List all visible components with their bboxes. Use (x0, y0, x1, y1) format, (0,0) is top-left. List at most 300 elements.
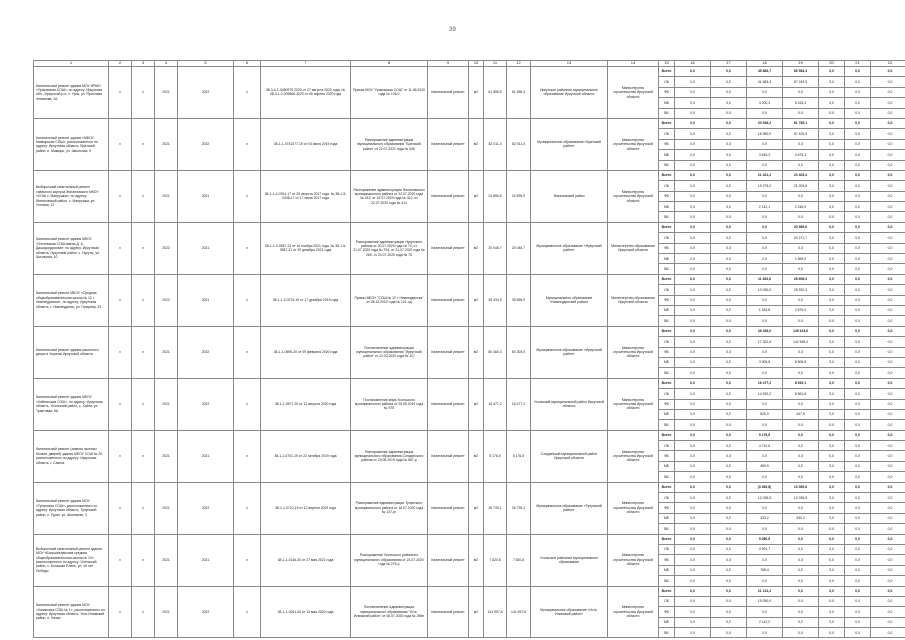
funding-value-cell: 0,0 (845, 347, 871, 357)
code-cell: х (109, 430, 132, 482)
funding-source-cell: МБ (659, 357, 675, 367)
funding-value-cell: 1 333,8 (747, 305, 783, 315)
funding-value-cell: 0,0 (871, 129, 905, 139)
funding-value-cell: 0,0 (819, 233, 845, 243)
funding-value-cell: 0,0 (783, 212, 819, 222)
funding-value-cell: 0,0 (675, 87, 711, 97)
funding-value-cell: 0,0 (711, 67, 747, 77)
funding-source-cell: МБ (659, 617, 675, 627)
funding-value-cell: 0,0 (747, 264, 783, 274)
object-name-cell: Капитальный ремонт здания МОУ ИРМО «Уриковская СОШ», по адресу: Иркутская обл., Иркутский р-н, с. Урик, ул. Ярослава Чемякова, 2А (34, 67, 109, 119)
funding-value-cell: 5 163,4 (783, 98, 819, 108)
funding-value-cell: 0,0 (819, 316, 845, 326)
funding-source-cell: ФБ (659, 191, 675, 201)
funding-value-cell: 0,0 (819, 420, 845, 430)
funding-value-cell: 10 030,0 (747, 285, 783, 295)
customer-cell: Министерство строительства Иркутской области (608, 482, 659, 534)
funding-value-cell: 0,0 (675, 191, 711, 201)
object-row (34, 378, 905, 388)
funding-value-cell: 0,0 (871, 493, 905, 503)
code-cell: х (132, 170, 155, 222)
funding-value-cell: 0,0 (845, 264, 871, 274)
funding-value-cell: 0,0 (871, 461, 905, 471)
funding-value-cell: 0,0 (783, 596, 819, 606)
funding-value-cell: 0,0 (845, 108, 871, 118)
capacity-cell: 5 176,5 (484, 430, 507, 482)
document-cell: Распоряжение администрации Жигаловского муниципального района от 22.07.2020 года № 413, от 22.07.2020 года № 412, от 22.07.2020 года № 414 (351, 170, 428, 222)
code-cell: х (234, 118, 261, 170)
funding-value-cell: 0,0 (711, 534, 747, 544)
unit-cell: м2 (469, 67, 484, 119)
funding-value-cell: 0,0 (783, 264, 819, 274)
funding-value-cell: 0,0 (711, 222, 747, 232)
funding-value-cell: 0,0 (819, 596, 845, 606)
object-name-cell: Капитальный ремонт здания МОУ «Тулунская СОШ», расположенного по адресу: Иркутская область, Тулунский район, с. Гуран, ул. Школьная, 3 (34, 482, 109, 534)
funding-value-cell: 0,0 (783, 544, 819, 554)
funding-value-cell: 0,0 (711, 264, 747, 274)
funding-value-cell: 0,0 (747, 139, 783, 149)
funding-value-cell: 0,0 (711, 77, 747, 87)
cost-cell: 20 046,7 (507, 222, 531, 274)
page-number: 39 (449, 27, 456, 33)
expertise-cell: 38-1-1-0677-20 от 12 августа 2020 года (261, 378, 351, 430)
funding-value-cell: 0,0 (871, 409, 905, 419)
funding-value-cell: 13 369,8 (783, 482, 819, 492)
funding-value-cell: 0,0 (819, 77, 845, 87)
funding-source-cell: МБ (659, 513, 675, 523)
funding-value-cell: 0,0 (819, 357, 845, 367)
funding-source-cell: МБ (659, 461, 675, 471)
funding-value-cell: 149 424,6 (783, 326, 819, 336)
funding-value-cell: 0,0 (783, 441, 819, 451)
funding-value-cell: 0,0 (747, 254, 783, 264)
funding-value-cell: 0,0 (845, 202, 871, 212)
funding-value-cell: 0,0 (845, 150, 871, 160)
funding-source-cell: ОБ (659, 129, 675, 139)
funding-source-cell: ОБ (659, 389, 675, 399)
funding-value-cell: 0,0 (845, 160, 871, 170)
funding-value-cell: 0,0 (675, 181, 711, 191)
code-cell: х (109, 534, 132, 586)
object-row (34, 67, 905, 77)
funding-value-cell: 8 961,8 (783, 389, 819, 399)
funding-value-cell: 0,0 (819, 202, 845, 212)
customer-cell: Министерство строительства Иркутской области (608, 67, 659, 119)
funding-value-cell: 0,0 (783, 368, 819, 378)
object-name-cell: Капитальный ремонт МБОУ «Средняя общеобразовательная школа № 12 г. Нижнеудинска», по адресу: Иркутская область, г. Нижнеудинск, ул. Гагарина, 23 (34, 274, 109, 326)
document-cell: Постановление мэра Усольского муниципального района от 25.05.2019 года № 975 (351, 378, 428, 430)
funding-value-cell: 0,0 (711, 202, 747, 212)
column-number: 3 (132, 61, 155, 67)
funding-value-cell: 21 421,2 (747, 170, 783, 180)
funding-value-cell: 0,0 (711, 441, 747, 451)
funding-value-cell: 0,0 (783, 576, 819, 586)
work-type-cell: Капитальный ремонт (428, 534, 469, 586)
funding-value-cell: 0,0 (871, 254, 905, 264)
code-cell: х (132, 118, 155, 170)
funding-value-cell: 0,0 (711, 617, 747, 627)
funding-value-cell: 0,0 (819, 628, 845, 638)
capacity-cell: 141 997,6 (484, 586, 507, 638)
funding-value-cell: 0,0 (871, 212, 905, 222)
funding-value-cell: 0,0 (871, 243, 905, 253)
funding-source-cell: ОБ (659, 77, 675, 87)
funding-value-cell: 0,0 (845, 118, 871, 128)
funding-value-cell: 0,0 (747, 628, 783, 638)
funding-value-cell: 12 035,5 (783, 493, 819, 503)
expertise-cell: 38-1-1-4-0764-17 от 29 августа 2017 года, № 38-1-5-0336-17 от 17 июля 2017 года (261, 170, 351, 222)
code-cell: х (132, 586, 155, 638)
funding-value-cell: 0,0 (845, 139, 871, 149)
funding-value-cell: 0,0 (819, 139, 845, 149)
funding-value-cell: 0,0 (845, 98, 871, 108)
funding-value-cell: 0,0 (819, 368, 845, 378)
work-type-cell: Капитальный ремонт (428, 430, 469, 482)
column-number: 2 (109, 61, 132, 67)
funding-value-cell: 2 112,2 (747, 617, 783, 627)
funding-value-cell: 0,0 (871, 181, 905, 191)
capacity-cell: 24 696,6 (484, 170, 507, 222)
document-cell: Приказ МОУ "Уриковская СОШ" от 11.06.2020 года № 109-0 (351, 67, 428, 119)
column-number: 18 (747, 61, 783, 67)
funding-value-cell: 0,0 (845, 212, 871, 222)
work-type-cell: Капитальный ремонт (428, 118, 469, 170)
funding-value-cell: 0,0 (711, 544, 747, 554)
funding-value-cell: 0,0 (747, 191, 783, 201)
funding-value-cell: 0,0 (819, 243, 845, 253)
funding-value-cell: 0,0 (783, 607, 819, 617)
funding-value-cell: 0,0 (845, 430, 871, 440)
funding-source-cell: МБ (659, 409, 675, 419)
funding-value-cell: 0,0 (871, 108, 905, 118)
funding-value-cell: 8 906,8 (783, 357, 819, 367)
funding-value-cell: 57 429,5 (783, 129, 819, 139)
object-name-cell: Капитальный ремонт здания «МБОУ Мамырская СОШ», расположенного по адресу: Иркутская область, Братский район, п. Мамырь, ул. Школьная, 5 (34, 118, 109, 170)
funding-value-cell: 0,0 (675, 212, 711, 222)
funding-value-cell: 0,0 (711, 347, 747, 357)
document-cell: Постановление администрации муниципального образования "Иркутский район" от 12.03.2020 года № 117 (351, 326, 428, 378)
funding-value-cell: 0,0 (871, 544, 905, 554)
code-cell: х (132, 534, 155, 586)
funding-source-cell: МБ (659, 202, 675, 212)
funding-value-cell: 0,0 (675, 441, 711, 451)
funding-value-cell: 0,0 (675, 368, 711, 378)
funding-source-cell: Всего (659, 430, 675, 440)
funding-value-cell: 0,0 (845, 378, 871, 388)
funding-value-cell: 0,0 (845, 513, 871, 523)
funding-value-cell: 0,0 (871, 191, 905, 201)
cost-cell: 80 303,0 (507, 326, 531, 378)
capacity-cell: 39 434,9 (484, 274, 507, 326)
funding-value-cell: 0,0 (675, 628, 711, 638)
funding-value-cell: 0,0 (871, 347, 905, 357)
end-year-cell: 2021 (178, 222, 234, 274)
column-number: 21 (845, 61, 871, 67)
funding-value-cell: 0,0 (711, 451, 747, 461)
funding-value-cell: 0,0 (711, 295, 747, 305)
funding-value-cell: 0,0 (819, 409, 845, 419)
funding-value-cell: 0,0 (845, 67, 871, 77)
funding-value-cell: 0,0 (819, 87, 845, 97)
funding-source-cell: Всего (659, 534, 675, 544)
funding-value-cell: 0,0 (747, 295, 783, 305)
funding-value-cell: 0,0 (871, 524, 905, 534)
funding-source-cell: ВБ (659, 212, 675, 222)
funding-value-cell: 0,0 (845, 441, 871, 451)
funding-source-cell: ФБ (659, 87, 675, 97)
funding-value-cell: 16 990,9 (747, 129, 783, 139)
unit-cell: м2 (469, 274, 484, 326)
funding-value-cell: 0,0 (711, 472, 747, 482)
funding-source-cell: Всего (659, 274, 675, 284)
funding-value-cell: 0,0 (675, 274, 711, 284)
expertise-cell: 38-1-1-0710-19 от 12 апреля 2019 года (261, 482, 351, 534)
cost-cell: 7 620,8 (507, 534, 531, 586)
funding-value-cell: 0,0 (675, 524, 711, 534)
code-cell: х (234, 67, 261, 119)
expertise-cell: 38-1-1-0596-20 от 09 февраля 2020 года (261, 326, 351, 378)
funding-value-cell: 0,0 (675, 347, 711, 357)
funding-value-cell: 0,0 (747, 576, 783, 586)
funding-value-cell: 0,0 (783, 87, 819, 97)
funding-value-cell: 0,0 (845, 534, 871, 544)
funding-value-cell: 0,0 (871, 233, 905, 243)
object-row (34, 534, 905, 544)
funding-value-cell: 28 336,0 (747, 326, 783, 336)
funding-value-cell: 0,0 (783, 420, 819, 430)
funding-value-cell: 0,0 (845, 399, 871, 409)
funding-value-cell: 0,0 (819, 586, 845, 596)
code-cell: х (132, 378, 155, 430)
funding-value-cell: 0,0 (871, 389, 905, 399)
capacity-cell: 7 620,8 (484, 534, 507, 586)
object-name-cell: Выборочный капитальный ремонт здания МОУ «Большееланская средняя общеобразовательная школа № 13», расположенного по адресу: Усольский район, с. Большая Елань, ул. 40 лет Победы (34, 534, 109, 586)
funding-source-cell: ВБ (659, 420, 675, 430)
column-number: 20 (819, 61, 845, 67)
funding-value-cell: 0,0 (871, 337, 905, 347)
object-name-cell: Выборочный капитальный ремонт спального корпуса Жигаловского МКОУ «СОШ с. Манрушка», по адресу: Жигаловский район, с. Манрушка, ул. Угловая, 12 (34, 170, 109, 222)
start-year-cell: 2021 (155, 534, 178, 586)
funding-value-cell: 0,0 (819, 129, 845, 139)
start-year-cell: 2021 (155, 170, 178, 222)
funding-value-cell: 0,0 (711, 430, 747, 440)
funding-value-cell: 0,0 (845, 87, 871, 97)
funding-value-cell: 0,0 (747, 212, 783, 222)
funding-value-cell: 0,0 (845, 254, 871, 264)
funding-value-cell: 3 545,3 (747, 150, 783, 160)
start-year-cell: 2021 (155, 326, 178, 378)
funding-value-cell: 0,0 (819, 326, 845, 336)
funding-value-cell: 0,0 (871, 316, 905, 326)
funding-value-cell: 1 569,0 (783, 254, 819, 264)
funding-source-cell: Всего (659, 482, 675, 492)
start-year-cell: 2021 (155, 482, 178, 534)
funding-value-cell: 0,0 (871, 118, 905, 128)
funding-value-cell: 0,0 (711, 108, 747, 118)
funding-value-cell: 0,0 (747, 222, 783, 232)
funding-source-cell: ОБ (659, 233, 675, 243)
funding-value-cell: (3 369,8) (747, 482, 783, 492)
funding-value-cell: 0,0 (711, 378, 747, 388)
recipient-cell: Слюдянский муниципальный район Иркутской области (531, 430, 608, 482)
funding-value-cell: 0,0 (871, 357, 905, 367)
funding-source-cell: Всего (659, 67, 675, 77)
funding-value-cell: 0,0 (871, 368, 905, 378)
customer-cell: Министерство образования Иркутской области (608, 222, 659, 274)
unit-cell: м2 (469, 222, 484, 274)
funding-source-cell: ФБ (659, 503, 675, 513)
recipient-cell: Муниципальное образование «Тулунский район» (531, 482, 608, 534)
funding-value-cell: 0,0 (711, 285, 747, 295)
funding-value-cell: 0,0 (845, 472, 871, 482)
funding-value-cell: 0,0 (675, 482, 711, 492)
funding-value-cell: 0,0 (711, 98, 747, 108)
end-year-cell: 2021 (178, 170, 234, 222)
end-year-cell: 2022 (178, 118, 234, 170)
funding-value-cell: 0,0 (819, 493, 845, 503)
funding-source-cell: Всего (659, 586, 675, 596)
funding-value-cell: 0,0 (783, 461, 819, 471)
funding-value-cell: 0,0 (819, 347, 845, 357)
funding-value-cell: 28 608,3 (783, 274, 819, 284)
funding-value-cell: 0,0 (675, 409, 711, 419)
funding-value-cell: 0,0 (747, 368, 783, 378)
funding-source-cell: ВБ (659, 264, 675, 274)
funding-source-cell: Всего (659, 326, 675, 336)
funding-value-cell: 0,0 (711, 170, 747, 180)
work-type-cell: Капитальный ремонт (428, 222, 469, 274)
funding-value-cell: 0,0 (711, 316, 747, 326)
unit-cell: м2 (469, 534, 484, 586)
funding-value-cell: 0,0 (711, 357, 747, 367)
unit-cell: м2 (469, 482, 484, 534)
recipient-cell: Муниципальное образование «Иркутский район» (531, 326, 608, 378)
funding-value-cell: 0,0 (819, 212, 845, 222)
code-cell: х (234, 430, 261, 482)
funding-value-cell: 0,0 (819, 254, 845, 264)
funding-value-cell: 0,0 (783, 617, 819, 627)
funding-value-cell: 0,0 (845, 337, 871, 347)
funding-value-cell: 0,0 (711, 607, 747, 617)
column-number: 15 (659, 61, 675, 67)
recipient-cell: Иркутское районное муниципальное образование Иркутской области (531, 67, 608, 119)
funding-value-cell: 0,0 (845, 544, 871, 554)
document-cell: Приказ МБОУ "СОШ № 12 г. Нижнеудинска" от 28.12.2019 года № 121-од (351, 274, 428, 326)
funding-value-cell: 0,0 (783, 295, 819, 305)
funding-value-cell: 0,0 (871, 67, 905, 77)
recipient-cell: Жигаловский район (531, 170, 608, 222)
funding-value-cell: 0,0 (711, 181, 747, 191)
funding-value-cell: 14 932,2 (747, 389, 783, 399)
capacity-cell: 16 477,2 (484, 378, 507, 430)
funding-value-cell: 0,0 (871, 513, 905, 523)
unit-cell: м2 (469, 586, 484, 638)
funding-value-cell: 0,0 (845, 503, 871, 513)
code-cell: х (109, 326, 132, 378)
funding-value-cell: 0,0 (783, 555, 819, 565)
funding-value-cell: 2 246,5 (783, 202, 819, 212)
funding-value-cell: 0,0 (711, 399, 747, 409)
funding-value-cell: 0,0 (675, 555, 711, 565)
funding-value-cell: 0,0 (845, 191, 871, 201)
funding-value-cell: 0,0 (819, 108, 845, 118)
funding-value-cell: 0,0 (675, 337, 711, 347)
funding-source-cell: ФБ (659, 555, 675, 565)
object-row (34, 586, 905, 596)
recipient-cell: Муниципальное образование «Нижнеудинский район» (531, 274, 608, 326)
funding-source-cell: ОБ (659, 493, 675, 503)
funding-value-cell: 0,0 (871, 617, 905, 627)
funding-value-cell: 0,0 (675, 544, 711, 554)
funding-value-cell: 0,0 (711, 461, 747, 471)
funding-value-cell: 0,0 (675, 461, 711, 471)
funding-value-cell: 0,0 (819, 389, 845, 399)
object-row (34, 482, 905, 492)
customer-cell: Министерство строительства Иркутской области (608, 534, 659, 586)
capacity-cell: 82 011,3 (484, 118, 507, 170)
funding-value-cell: 0,0 (819, 274, 845, 284)
funding-value-cell: 0,0 (711, 254, 747, 264)
unit-cell: м2 (469, 378, 484, 430)
funding-value-cell: 0,0 (675, 264, 711, 274)
funding-source-cell: Всего (659, 378, 675, 388)
funding-value-cell: 0,0 (783, 628, 819, 638)
funding-value-cell: 0,0 (675, 389, 711, 399)
funding-value-cell: 0,0 (675, 607, 711, 617)
funding-value-cell: 0,0 (819, 118, 845, 128)
funding-value-cell: 0,0 (871, 430, 905, 440)
funding-value-cell: 0,0 (711, 524, 747, 534)
funding-value-cell: 0,0 (711, 337, 747, 347)
funding-value-cell: 0,0 (675, 295, 711, 305)
funding-value-cell: 0,0 (871, 503, 905, 513)
funding-value-cell: 0,0 (711, 160, 747, 170)
capacity-cell: 26 739,1 (484, 482, 507, 534)
funding-value-cell: 0,0 (675, 503, 711, 513)
funding-value-cell: 0,0 (675, 617, 711, 627)
funding-value-cell: 0,0 (747, 347, 783, 357)
code-cell: х (109, 586, 132, 638)
funding-value-cell: 0,0 (675, 493, 711, 503)
funding-value-cell: 0,0 (711, 305, 747, 315)
funding-value-cell: 4 200,3 (747, 98, 783, 108)
funding-value-cell: 0,0 (871, 274, 905, 284)
capacity-cell: 61 598,5 (484, 67, 507, 119)
funding-source-cell: Всего (659, 222, 675, 232)
funding-value-cell: 0,0 (783, 191, 819, 201)
funding-value-cell: 0,0 (711, 513, 747, 523)
funding-value-cell: 0,0 (675, 233, 711, 243)
funding-source-cell: ФБ (659, 451, 675, 461)
funding-value-cell: 16 477,2 (747, 378, 783, 388)
column-number: 19 (783, 61, 819, 67)
funding-value-cell: 0,0 (783, 524, 819, 534)
funding-value-cell: 0,0 (819, 441, 845, 451)
object-name-cell: Капитальный ремонт здания МБОУ «Хогоевская СОШ имени Д. А. Дашидондокова», по адресу: Иркутская область, Нукутский район, с. Нукуты, ул. Школьная, 10 (34, 222, 109, 274)
funding-source-cell: ОБ (659, 181, 675, 191)
expertise-cell: 38-1-1-0741077-19 от 04 июля 2019 года (261, 118, 351, 170)
document-cell: Распоряжение администрации Тулунского муниципального района от 16.07.2020 года № 137-рг (351, 482, 428, 534)
funding-value-cell: 0,0 (871, 305, 905, 315)
funding-value-cell: 0,0 (747, 472, 783, 482)
start-year-cell: 2021 (155, 118, 178, 170)
funding-source-cell: МБ (659, 98, 675, 108)
funding-value-cell: 0,0 (845, 326, 871, 336)
cost-cell: 5 176,5 (507, 430, 531, 482)
code-cell: х (234, 534, 261, 586)
funding-value-cell: 0,0 (783, 472, 819, 482)
funding-value-cell: 0,0 (747, 399, 783, 409)
